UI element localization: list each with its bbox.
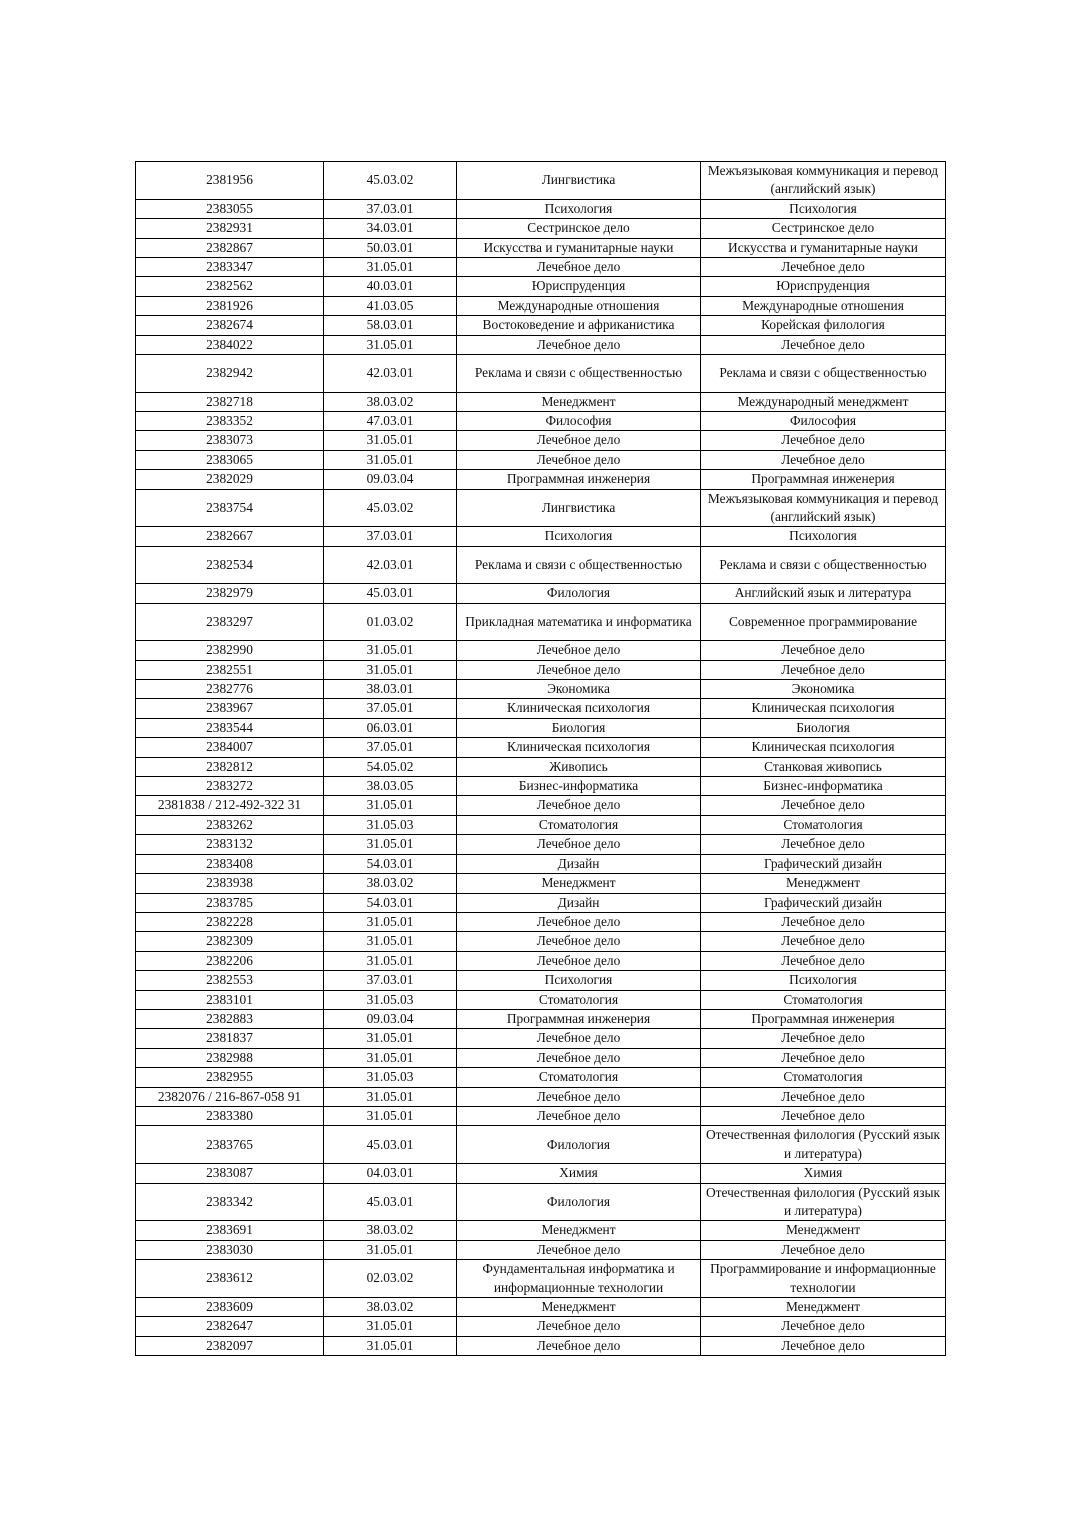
cell-profile: Реклама и связи с общественностью [701,355,946,393]
cell-applicant-id: 2383055 [136,199,324,218]
cell-applicant-id: 2382206 [136,951,324,970]
cell-direction: Лингвистика [457,489,701,527]
table-row [136,431,946,450]
cell-program-code: 31.05.01 [324,1106,457,1125]
cell-applicant-id: 2383754 [136,489,324,527]
cell-applicant-id: 2381926 [136,296,324,315]
table-row [136,815,946,834]
cell-profile: Психология [701,971,946,990]
cell-profile: Искусства и гуманитарные науки [701,238,946,257]
cell-program-code: 31.05.01 [324,1336,457,1355]
cell-program-code: 31.05.03 [324,815,457,834]
cell-profile: Лечебное дело [701,1317,946,1336]
cell-program-code: 34.03.01 [324,219,457,238]
cell-profile: Лечебное дело [701,258,946,277]
cell-applicant-id: 2383087 [136,1164,324,1183]
cell-profile: Лечебное дело [701,641,946,660]
table-row [136,392,946,411]
table-row [136,777,946,796]
cell-program-code: 45.03.01 [324,584,457,603]
cell-applicant-id: 2383342 [136,1183,324,1221]
cell-applicant-id: 2383297 [136,603,324,641]
cell-applicant-id: 2383612 [136,1260,324,1298]
cell-applicant-id: 2382029 [136,470,324,489]
cell-direction: Лечебное дело [457,1317,701,1336]
cell-program-code: 40.03.01 [324,277,457,296]
cell-program-code: 31.05.01 [324,258,457,277]
cell-direction: Филология [457,584,701,603]
cell-applicant-id: 2383785 [136,893,324,912]
cell-applicant-id: 2382674 [136,316,324,335]
cell-profile: Корейская филология [701,316,946,335]
cell-direction: Востоковедение и африканистика [457,316,701,335]
table-row [136,1164,946,1183]
table-row [136,219,946,238]
cell-profile: Лечебное дело [701,660,946,679]
table-row [136,1336,946,1355]
cell-profile: Психология [701,527,946,546]
table-row [136,912,946,931]
cell-program-code: 31.05.01 [324,1317,457,1336]
table-row [136,603,946,641]
cell-direction: Лечебное дело [457,1336,701,1355]
cell-program-code: 45.03.01 [324,1183,457,1221]
cell-profile: Лечебное дело [701,1029,946,1048]
cell-profile: Лечебное дело [701,835,946,854]
cell-program-code: 31.05.01 [324,450,457,469]
cell-profile: Стоматология [701,1068,946,1087]
cell-direction: Химия [457,1164,701,1183]
table-row [136,1240,946,1259]
table-row [136,1009,946,1028]
table-row [136,277,946,296]
cell-applicant-id: 2382883 [136,1009,324,1028]
cell-direction: Дизайн [457,854,701,873]
cell-direction: Лечебное дело [457,951,701,970]
cell-direction: Менеджмент [457,1298,701,1317]
cell-applicant-id: 2382979 [136,584,324,603]
cell-direction: Лечебное дело [457,660,701,679]
cell-program-code: 50.03.01 [324,238,457,257]
cell-profile: Отечественная филология (Русский язык и литература) [701,1183,946,1221]
cell-profile: Стоматология [701,815,946,834]
table-row [136,584,946,603]
cell-applicant-id: 2384007 [136,738,324,757]
cell-applicant-id: 2382228 [136,912,324,931]
cell-direction: Живопись [457,757,701,776]
cell-profile: Лечебное дело [701,912,946,931]
cell-program-code: 31.05.01 [324,641,457,660]
table-row [136,527,946,546]
cell-program-code: 09.03.04 [324,470,457,489]
table-row [136,971,946,990]
cell-applicant-id: 2382988 [136,1048,324,1067]
cell-direction: Искусства и гуманитарные науки [457,238,701,257]
table-row [136,757,946,776]
cell-program-code: 58.03.01 [324,316,457,335]
cell-applicant-id: 2383132 [136,835,324,854]
cell-applicant-id: 2381956 [136,162,324,200]
cell-program-code: 38.03.02 [324,1298,457,1317]
cell-program-code: 37.03.01 [324,527,457,546]
cell-applicant-id: 2382076 / 216-867-058 91 [136,1087,324,1106]
cell-program-code: 42.03.01 [324,355,457,393]
cell-direction: Лечебное дело [457,641,701,660]
cell-direction: Стоматология [457,990,701,1009]
cell-applicant-id: 2382667 [136,527,324,546]
cell-program-code: 54.05.02 [324,757,457,776]
cell-program-code: 42.03.01 [324,546,457,584]
cell-program-code: 54.03.01 [324,893,457,912]
cell-profile: Бизнес-информатика [701,777,946,796]
cell-direction: Психология [457,971,701,990]
table-row [136,1087,946,1106]
cell-program-code: 31.05.03 [324,990,457,1009]
cell-direction: Прикладная математика и информатика [457,603,701,641]
table-row [136,1317,946,1336]
cell-program-code: 02.03.02 [324,1260,457,1298]
cell-program-code: 31.05.01 [324,1048,457,1067]
table-row [136,1106,946,1125]
cell-direction: Лечебное дело [457,835,701,854]
cell-direction: Филология [457,1183,701,1221]
cell-profile: Программная инженерия [701,1009,946,1028]
cell-profile: Программирование и информационные технологии [701,1260,946,1298]
table-row [136,411,946,430]
cell-applicant-id: 2382562 [136,277,324,296]
cell-program-code: 38.03.02 [324,392,457,411]
cell-direction: Лечебное дело [457,258,701,277]
cell-profile: Лечебное дело [701,1336,946,1355]
cell-profile: Лечебное дело [701,1106,946,1125]
cell-profile: Лечебное дело [701,431,946,450]
cell-profile: Английский язык и литература [701,584,946,603]
cell-profile: Клиническая психология [701,738,946,757]
table-row [136,1068,946,1087]
cell-direction: Сестринское дело [457,219,701,238]
table-row [136,1260,946,1298]
cell-direction: Лечебное дело [457,1029,701,1048]
cell-profile: Графический дизайн [701,893,946,912]
cell-direction: Менеджмент [457,1221,701,1240]
cell-profile: Юриспруденция [701,277,946,296]
cell-applicant-id: 2383073 [136,431,324,450]
cell-direction: Фундаментальная информатика и информационные технологии [457,1260,701,1298]
cell-direction: Лечебное дело [457,450,701,469]
cell-profile: Лечебное дело [701,951,946,970]
cell-applicant-id: 2381837 [136,1029,324,1048]
cell-profile: Лечебное дело [701,932,946,951]
table-row [136,1221,946,1240]
cell-direction: Экономика [457,680,701,699]
cell-program-code: 01.03.02 [324,603,457,641]
cell-direction: Лечебное дело [457,912,701,931]
cell-applicant-id: 2383065 [136,450,324,469]
table-row [136,546,946,584]
cell-applicant-id: 2383030 [136,1240,324,1259]
cell-applicant-id: 2382097 [136,1336,324,1355]
cell-direction: Лечебное дело [457,431,701,450]
table-row [136,990,946,1009]
cell-program-code: 45.03.02 [324,162,457,200]
cell-applicant-id: 2382647 [136,1317,324,1336]
cell-profile: Межъязыковая коммуникация и перевод (английский язык) [701,489,946,527]
table-row [136,258,946,277]
cell-direction: Программная инженерия [457,1009,701,1028]
cell-program-code: 47.03.01 [324,411,457,430]
table-row [136,660,946,679]
cell-profile: Лечебное дело [701,1048,946,1067]
cell-program-code: 31.05.03 [324,1068,457,1087]
cell-applicant-id: 2383408 [136,854,324,873]
table-row [136,699,946,718]
table-row [136,470,946,489]
cell-direction: Лечебное дело [457,796,701,815]
table-row [136,450,946,469]
cell-program-code: 38.03.01 [324,680,457,699]
cell-program-code: 31.05.01 [324,932,457,951]
cell-program-code: 04.03.01 [324,1164,457,1183]
table-row [136,641,946,660]
cell-profile: Стоматология [701,990,946,1009]
cell-profile: Международные отношения [701,296,946,315]
cell-applicant-id: 2382812 [136,757,324,776]
cell-program-code: 06.03.01 [324,718,457,737]
table-row [136,738,946,757]
table-row [136,296,946,315]
cell-applicant-id: 2383544 [136,718,324,737]
cell-direction: Клиническая психология [457,699,701,718]
cell-program-code: 31.05.01 [324,1087,457,1106]
table-row [136,489,946,527]
cell-applicant-id: 2382309 [136,932,324,951]
cell-applicant-id: 2383352 [136,411,324,430]
cell-direction: Философия [457,411,701,430]
cell-profile: Лечебное дело [701,1240,946,1259]
cell-applicant-id: 2383765 [136,1126,324,1164]
table-row [136,1298,946,1317]
cell-applicant-id: 2383272 [136,777,324,796]
cell-applicant-id: 2381838 / 212-492-322 31 [136,796,324,815]
cell-profile: Лечебное дело [701,450,946,469]
cell-profile: Философия [701,411,946,430]
cell-program-code: 37.05.01 [324,738,457,757]
cell-applicant-id: 2382534 [136,546,324,584]
cell-program-code: 31.05.01 [324,335,457,354]
cell-direction: Лечебное дело [457,1240,701,1259]
cell-direction: Программная инженерия [457,470,701,489]
cell-applicant-id: 2382955 [136,1068,324,1087]
table-row [136,854,946,873]
cell-program-code: 38.03.05 [324,777,457,796]
cell-direction: Лечебное дело [457,1087,701,1106]
cell-program-code: 31.05.01 [324,660,457,679]
cell-program-code: 09.03.04 [324,1009,457,1028]
cell-direction: Реклама и связи с общественностью [457,546,701,584]
table-row [136,355,946,393]
cell-profile: Сестринское дело [701,219,946,238]
cell-program-code: 38.03.02 [324,874,457,893]
table-row [136,951,946,970]
cell-profile: Менеджмент [701,1221,946,1240]
cell-profile: Лечебное дело [701,796,946,815]
cell-program-code: 41.03.05 [324,296,457,315]
table-row [136,893,946,912]
cell-applicant-id: 2384022 [136,335,324,354]
table-row [136,718,946,737]
cell-profile: Психология [701,199,946,218]
table-row [136,199,946,218]
cell-profile: Реклама и связи с общественностью [701,546,946,584]
cell-profile: Лечебное дело [701,335,946,354]
cell-applicant-id: 2382867 [136,238,324,257]
cell-profile: Современное программирование [701,603,946,641]
cell-profile: Биология [701,718,946,737]
cell-program-code: 31.05.01 [324,951,457,970]
cell-profile: Экономика [701,680,946,699]
cell-profile: Станковая живопись [701,757,946,776]
applicants-table [135,161,946,1356]
cell-profile: Межъязыковая коммуникация и перевод (английский язык) [701,162,946,200]
table-row [136,874,946,893]
cell-direction: Бизнес-информатика [457,777,701,796]
cell-applicant-id: 2382553 [136,971,324,990]
cell-applicant-id: 2382718 [136,392,324,411]
cell-direction: Менеджмент [457,874,701,893]
cell-direction: Стоматология [457,815,701,834]
table-row [136,835,946,854]
cell-direction: Психология [457,199,701,218]
cell-direction: Психология [457,527,701,546]
cell-applicant-id: 2383347 [136,258,324,277]
cell-applicant-id: 2383101 [136,990,324,1009]
table-row [136,680,946,699]
cell-program-code: 31.05.01 [324,1240,457,1259]
table-row [136,1048,946,1067]
cell-applicant-id: 2383967 [136,699,324,718]
table-row [136,796,946,815]
cell-direction: Биология [457,718,701,737]
cell-direction: Лечебное дело [457,1048,701,1067]
table-row [136,1126,946,1164]
table-row [136,316,946,335]
cell-direction: Лечебное дело [457,1106,701,1125]
cell-direction: Юриспруденция [457,277,701,296]
cell-profile: Менеджмент [701,1298,946,1317]
cell-direction: Лингвистика [457,162,701,200]
cell-direction: Международные отношения [457,296,701,315]
cell-applicant-id: 2383691 [136,1221,324,1240]
cell-direction: Реклама и связи с общественностью [457,355,701,393]
cell-direction: Филология [457,1126,701,1164]
cell-applicant-id: 2383262 [136,815,324,834]
cell-profile: Программная инженерия [701,470,946,489]
cell-program-code: 37.05.01 [324,699,457,718]
cell-profile: Химия [701,1164,946,1183]
cell-direction: Лечебное дело [457,335,701,354]
cell-direction: Лечебное дело [457,932,701,951]
table-row [136,1029,946,1048]
cell-program-code: 31.05.01 [324,835,457,854]
cell-profile: Международный менеджмент [701,392,946,411]
table-row [136,162,946,200]
cell-applicant-id: 2382551 [136,660,324,679]
cell-applicant-id: 2383609 [136,1298,324,1317]
table-body [136,162,946,1356]
cell-applicant-id: 2383938 [136,874,324,893]
cell-applicant-id: 2382990 [136,641,324,660]
cell-direction: Менеджмент [457,392,701,411]
cell-program-code: 37.03.01 [324,971,457,990]
cell-profile: Менеджмент [701,874,946,893]
cell-program-code: 37.03.01 [324,199,457,218]
cell-program-code: 45.03.02 [324,489,457,527]
cell-profile: Графический дизайн [701,854,946,873]
cell-direction: Клиническая психология [457,738,701,757]
cell-program-code: 31.05.01 [324,431,457,450]
cell-program-code: 31.05.01 [324,1029,457,1048]
table-row [136,1183,946,1221]
cell-applicant-id: 2382942 [136,355,324,393]
cell-applicant-id: 2383380 [136,1106,324,1125]
cell-profile: Клиническая психология [701,699,946,718]
cell-direction: Стоматология [457,1068,701,1087]
cell-direction: Дизайн [457,893,701,912]
cell-program-code: 54.03.01 [324,854,457,873]
cell-program-code: 31.05.01 [324,796,457,815]
cell-applicant-id: 2382931 [136,219,324,238]
cell-program-code: 45.03.01 [324,1126,457,1164]
table-row [136,335,946,354]
cell-program-code: 38.03.02 [324,1221,457,1240]
cell-profile: Отечественная филология (Русский язык и литература) [701,1126,946,1164]
cell-program-code: 31.05.01 [324,912,457,931]
cell-applicant-id: 2382776 [136,680,324,699]
cell-profile: Лечебное дело [701,1087,946,1106]
table-row [136,932,946,951]
table-row [136,238,946,257]
